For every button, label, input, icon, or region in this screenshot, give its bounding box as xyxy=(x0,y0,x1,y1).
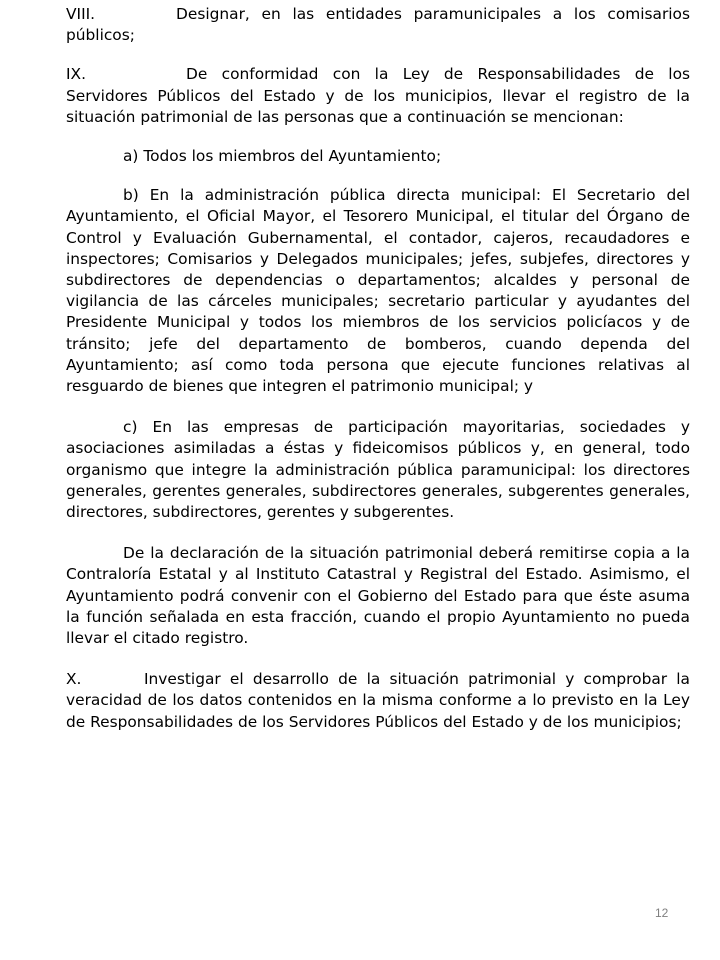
paragraph-ix xyxy=(66,64,690,128)
paragraph-viii xyxy=(66,4,690,46)
page-number: 12 xyxy=(655,906,669,920)
fraction-label-ix: IX. xyxy=(66,65,86,84)
item-b: b) En la administración pública directa municipal: El Secretario del Ayuntamiento, el Oficial Mayor, el Tesorero Municipal, el titular del Órgano de Control y Evaluación Gubernamental, el contador, cajeros, recaudadores e inspectores; Comisarios y Delegados municipales; jefes, subjefes, directores y subdirectores de dependencias o departamentos; alcaldes y personal de vigilancia de las cárceles municipales; secretario particular y ayudantes del Presidente Municipal y todos los miembros de los servicios policíacos y de tránsito; jefe del departamento de bomberos, cuando dependa del Ayuntamiento; así como toda persona que ejecute funciones relativas al resguardo de bienes que integren el patrimonio municipal; y xyxy=(66,186,690,396)
paragraph-viii-text: Designar, en las entidades paramunicipales a los comisarios públicos; xyxy=(66,5,690,45)
paragraph-declaracion: De la declaración de la situación patrimonial deberá remitirse copia a la Contraloría Estatal y al Instituto Catastral y Registral del Estado. Asimismo, el Ayuntamiento podrá convenir con el Gobierno del Estado para que éste asuma la función señalada en esta fracción, cuando el propio Ayuntamiento no pueda llevar el citado registro. xyxy=(66,544,690,648)
paragraph-x xyxy=(66,669,690,733)
item-c: c) En las empresas de participación mayoritarias, sociedades y asociaciones asimiladas a éstas y fideicomisos públicos y, en general, todo organismo que integre la administración pública paramunicipal: los directores generales, gerentes generales, subdirectores generales, subgerentes generales, directores, subdirectores, gerentes y subgerentes. xyxy=(66,418,690,522)
paragraph-ix-text: De conformidad con la Ley de Responsabilidades de los Servidores Públicos del Estado y de los municipios, llevar el registro de la situación patrimonial de las personas que a continuación se mencionan: xyxy=(66,65,690,126)
paragraph-x-text: Investigar el desarrollo de la situación patrimonial y comprobar la veracidad de los datos contenidos en la misma conforme a lo previsto en la Ley de Responsabilidades de los Servidores Públicos del Estado y de los municipios; xyxy=(66,670,690,731)
fraction-label-viii: VIII. xyxy=(66,5,96,23)
document-page xyxy=(66,0,690,733)
item-a: a) Todos los miembros del Ayuntamiento; xyxy=(123,147,442,166)
fraction-label-x: X. xyxy=(66,670,82,689)
